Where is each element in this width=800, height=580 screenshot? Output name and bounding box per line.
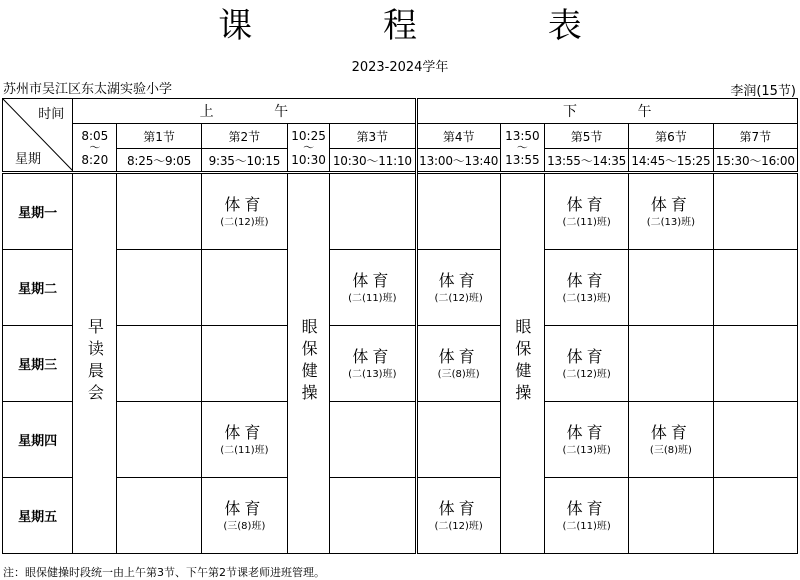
corner-week-label: 星期 [15,152,42,167]
schedule-table [2,98,798,554]
schedule-cell [330,250,416,326]
subject-label: 体育 [566,422,607,442]
day-name: 星期二 [3,250,73,326]
schedule-cell [416,173,500,250]
morning-read-sep: ～ [89,140,101,154]
morning-read-time [73,124,117,173]
eye-am-sep: ～ [303,140,315,154]
day-row-mon [3,173,798,250]
subject-label: 体育 [566,194,607,214]
schedule-cell [629,478,713,554]
period-4-name: 第4节 [416,124,500,149]
schedule-cell [416,250,500,326]
schedule-cell [544,326,628,402]
eye-pm-label: 眼保健操 [512,318,532,406]
schedule-cell [330,326,416,402]
class-label: (二(13)班) [562,444,611,456]
day-row-tue [3,250,798,326]
schedule-cell [629,250,713,326]
subject-label: 体育 [438,270,479,290]
schedule-cell [544,402,628,478]
subject-label: 体育 [650,422,691,442]
day-row-fri [3,478,798,554]
eye-pm-time [500,124,544,173]
eye-am-end: 10:30 [291,152,326,167]
class-label: (二(12)班) [434,292,483,304]
class-label: (二(11)班) [220,444,269,456]
header-corner [3,99,73,173]
schedule-cell [629,402,713,478]
period-1-time: 8:25～9:05 [117,149,201,173]
afternoon-header [416,99,797,124]
period-2-name: 第2节 [201,124,287,149]
period-5-name: 第5节 [544,124,628,149]
day-name: 星期四 [3,402,73,478]
period-7-time: 15:30～16:00 [713,149,797,173]
subject-label: 体育 [438,346,479,366]
period-5-time: 13:55～14:35 [544,149,628,173]
day-name: 星期一 [3,173,73,250]
subject-label: 体育 [566,346,607,366]
class-label: (二(12)班) [434,520,483,532]
schedule-cell [544,478,628,554]
morning-read-start: 8:05 [81,128,109,143]
morning-header [73,99,416,124]
day-name: 星期三 [3,326,73,402]
period-7-name: 第7节 [713,124,797,149]
schedule-cell [330,478,416,554]
afternoon-label: 下 午 [563,104,680,120]
schedule-cell [416,326,500,402]
morning-read-label: 早读晨会 [85,318,105,406]
subject-label: 体育 [352,270,393,290]
schedule-cell [416,478,500,554]
subject-label: 体育 [224,498,265,518]
subject-label: 体育 [650,194,691,214]
schedule-cell [201,326,287,402]
schedule-cell [201,250,287,326]
corner-time-label: 时间 [38,107,65,122]
school-name: 苏州市吴江区东太湖实验小学 [3,82,173,97]
footnote: 注：眼保健操时段统一由上午第3节、下午第2节课老师进班管理。 [3,566,325,579]
eye-pm-block [500,173,544,554]
class-label: (二(11)班) [562,520,611,532]
period-4-time: 13:00～13:40 [416,149,500,173]
subject-label: 体育 [352,346,393,366]
class-label: (二(13)班) [562,292,611,304]
period-3-time: 10:30～11:10 [330,149,416,173]
schedule-cell [713,250,797,326]
schedule-cell [713,173,797,250]
schedule-cell [201,402,287,478]
subject-label: 体育 [566,270,607,290]
schedule-cell [416,402,500,478]
schedule-cell [544,250,628,326]
teacher-name: 李润(15节) [730,84,796,99]
schedule-cell [117,326,201,402]
schedule-cell [201,173,287,250]
class-label: (二(11)班) [348,292,397,304]
schedule-cell [117,478,201,554]
eye-am-start: 10:25 [291,128,326,143]
class-label: (三(8)班) [649,444,692,456]
class-label: (二(11)班) [562,216,611,228]
eye-am-label: 眼保健操 [299,318,319,406]
schedule-cell [117,173,201,250]
morning-read-block [73,173,117,554]
eye-am-time [288,124,330,173]
period-6-name: 第6节 [629,124,713,149]
period-6-time: 14:45～15:25 [629,149,713,173]
page-title: 课 程 表 [218,6,642,46]
subject-label: 体育 [566,498,607,518]
schedule-cell [713,326,797,402]
class-label: (二(13)班) [348,368,397,380]
schedule-cell [201,478,287,554]
schedule-cell [629,326,713,402]
subject-label: 体育 [224,194,265,214]
subject-label: 体育 [224,422,265,442]
schedule-cell [713,478,797,554]
schedule-cell [330,402,416,478]
school-year: 2023-2024学年 [351,60,449,75]
morning-read-end: 8:20 [81,152,109,167]
schedule-cell [117,250,201,326]
schedule-cell [629,173,713,250]
subject-label: 体育 [438,498,479,518]
eye-pm-end: 13:55 [505,152,540,167]
period-2-time: 9:35～10:15 [201,149,287,173]
day-row-thu [3,402,798,478]
class-label: (二(12)班) [562,368,611,380]
class-label: (二(12)班) [220,216,269,228]
eye-pm-sep: ～ [516,140,528,154]
day-name: 星期五 [3,478,73,554]
period-1-name: 第1节 [117,124,201,149]
schedule-cell [330,173,416,250]
eye-am-block [288,173,330,554]
class-label: (三(8)班) [223,520,266,532]
eye-pm-start: 13:50 [505,128,540,143]
class-label: (二(13)班) [646,216,696,228]
morning-label: 上 午 [199,104,317,120]
schedule-cell [544,173,628,250]
schedule-cell [713,402,797,478]
period-3-name: 第3节 [330,124,416,149]
day-row-wed [3,326,798,402]
schedule-cell [117,402,201,478]
class-label: (三(8)班) [437,368,480,380]
